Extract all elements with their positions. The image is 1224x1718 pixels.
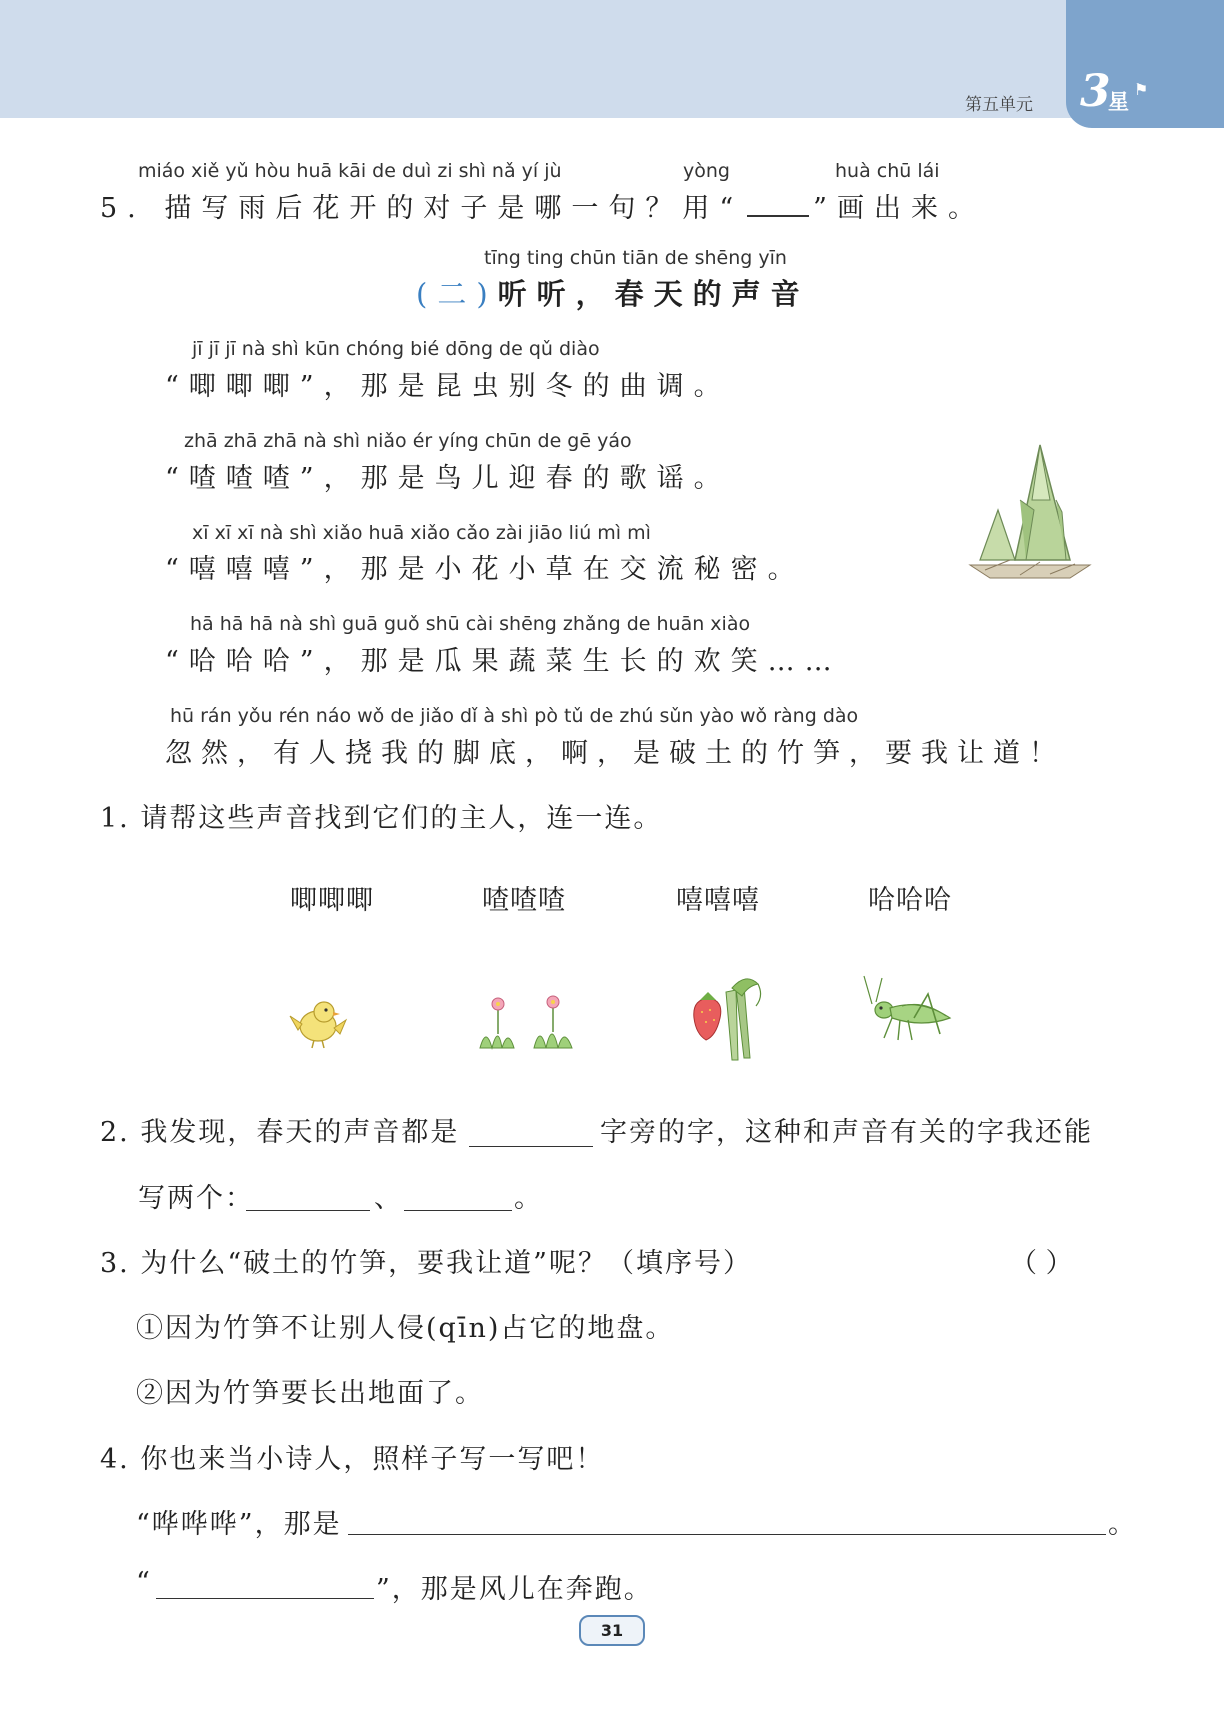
q3-option-1: ①因为竹笋不让别人侵(qīn)占它的地盘。 bbox=[136, 1313, 675, 1344]
poem-line-4: “哈哈哈”，那是瓜果蔬菜生长的欢笑…… bbox=[165, 646, 842, 677]
wavy-underline-sample bbox=[747, 215, 809, 217]
q4-blank-1[interactable] bbox=[348, 1534, 1106, 1535]
sound-xixixi: 嘻嘻嘻 bbox=[676, 885, 760, 916]
sound-zhazhazha: 喳喳喳 bbox=[482, 885, 566, 916]
page-number: 31 bbox=[579, 1615, 645, 1646]
q2-period: 。 bbox=[514, 1183, 543, 1214]
q5-text bbox=[100, 186, 985, 225]
poem-pinyin-3: xī xī xī nà shì xiǎo huā xiǎo cǎo zài jiāo liú mì mì bbox=[192, 522, 651, 544]
strawberry-vegetables-icon bbox=[688, 972, 768, 1062]
flag-icon: ⚑ bbox=[1134, 80, 1149, 99]
q2-blank-radical[interactable] bbox=[469, 1146, 593, 1147]
poem-pinyin-2: zhā zhā zhā nà shì niǎo ér yíng chūn de gē yáo bbox=[184, 430, 632, 452]
q5-pinyin: miáo xiě yǔ hòu huā kāi de duì zi shì nǎ yí jù bbox=[138, 160, 562, 182]
section-number: (二) bbox=[416, 277, 498, 311]
poem-pinyin-1: jī jī jī nà shì kūn chóng bié dōng de qǔ diào bbox=[192, 338, 600, 360]
question-2-part-a: 2. 我发现，春天的声音都是 bbox=[100, 1117, 460, 1148]
bird-icon bbox=[288, 994, 348, 1050]
q4-blank-2[interactable] bbox=[156, 1598, 374, 1599]
poem-line-5: 忽然，有人挠我的脚底，啊，是破土的竹笋，要我让道！ bbox=[165, 738, 1065, 769]
q5-text-a: 5. 描写雨后花开的对子是哪一句？用“ bbox=[100, 193, 744, 224]
poem-pinyin-4: hā hā hā nà shì guā guǒ shū cài shēng zhǎng de huān xiào bbox=[190, 613, 751, 635]
grasshopper-icon bbox=[862, 974, 954, 1054]
q5-pinyin-yong: yòng bbox=[683, 160, 730, 182]
page-header bbox=[0, 0, 1224, 118]
sound-hahaha: 哈哈哈 bbox=[868, 885, 952, 916]
level-star-char: 星 bbox=[1108, 90, 1129, 114]
q4-line-2-open: “ bbox=[136, 1567, 152, 1598]
question-4: 4. 你也来当小诗人，照样子写一写吧！ bbox=[100, 1444, 605, 1475]
unit-label: 第五单元 bbox=[965, 95, 1033, 115]
q5-pinyin-huachulai: huà chū lái bbox=[835, 160, 940, 182]
poem-line-3: “嘻嘻嘻”，那是小花小草在交流秘密。 bbox=[165, 554, 805, 585]
q2-blank-char-2[interactable] bbox=[404, 1210, 512, 1211]
level-tab bbox=[1066, 0, 1224, 128]
q2-blank-char-1[interactable] bbox=[246, 1210, 370, 1211]
section-title bbox=[416, 272, 810, 313]
q2-separator: 、 bbox=[374, 1183, 403, 1214]
q4-line-1: “哗哗哗”，那是 bbox=[136, 1509, 342, 1540]
q5-text-b: ”画出来。 bbox=[813, 193, 985, 224]
q3-option-2: ②因为竹笋要长出地面了。 bbox=[136, 1378, 484, 1409]
question-3: 3. 为什么“破土的竹笋，要我让道”呢？（填序号） bbox=[100, 1248, 752, 1279]
question-2-part-c: 写两个： bbox=[138, 1183, 254, 1214]
sound-jijiji: 唧唧唧 bbox=[290, 885, 374, 916]
q4-line-1-end: 。 bbox=[1108, 1509, 1137, 1540]
level-number: 3 bbox=[1080, 66, 1111, 117]
poem-pinyin-5: hū rán yǒu rén náo wǒ de jiǎo dǐ à shì pò tǔ de zhú sǔn yào wǒ ràng dào bbox=[170, 705, 859, 727]
q4-line-2-rest: ”，那是风儿在奔跑。 bbox=[376, 1574, 653, 1605]
bamboo-shoot-illustration bbox=[970, 440, 1090, 580]
section-title-text: 听听，春天的声音 bbox=[497, 277, 810, 311]
flowers-grass-icon bbox=[478, 990, 582, 1050]
section-pinyin: tīng ting chūn tiān de shēng yīn bbox=[484, 247, 787, 269]
poem-line-2: “喳喳喳”，那是鸟儿迎春的歌谣。 bbox=[165, 463, 731, 494]
poem-line-1: “唧唧唧”，那是昆虫别冬的曲调。 bbox=[165, 371, 731, 402]
question-1: 1. 请帮这些声音找到它们的主人，连一连。 bbox=[100, 803, 663, 834]
q3-answer-box[interactable]: （ ） bbox=[1010, 1248, 1073, 1279]
question-2-part-b: 字旁的字，这种和声音有关的字我还能 bbox=[600, 1117, 1093, 1148]
